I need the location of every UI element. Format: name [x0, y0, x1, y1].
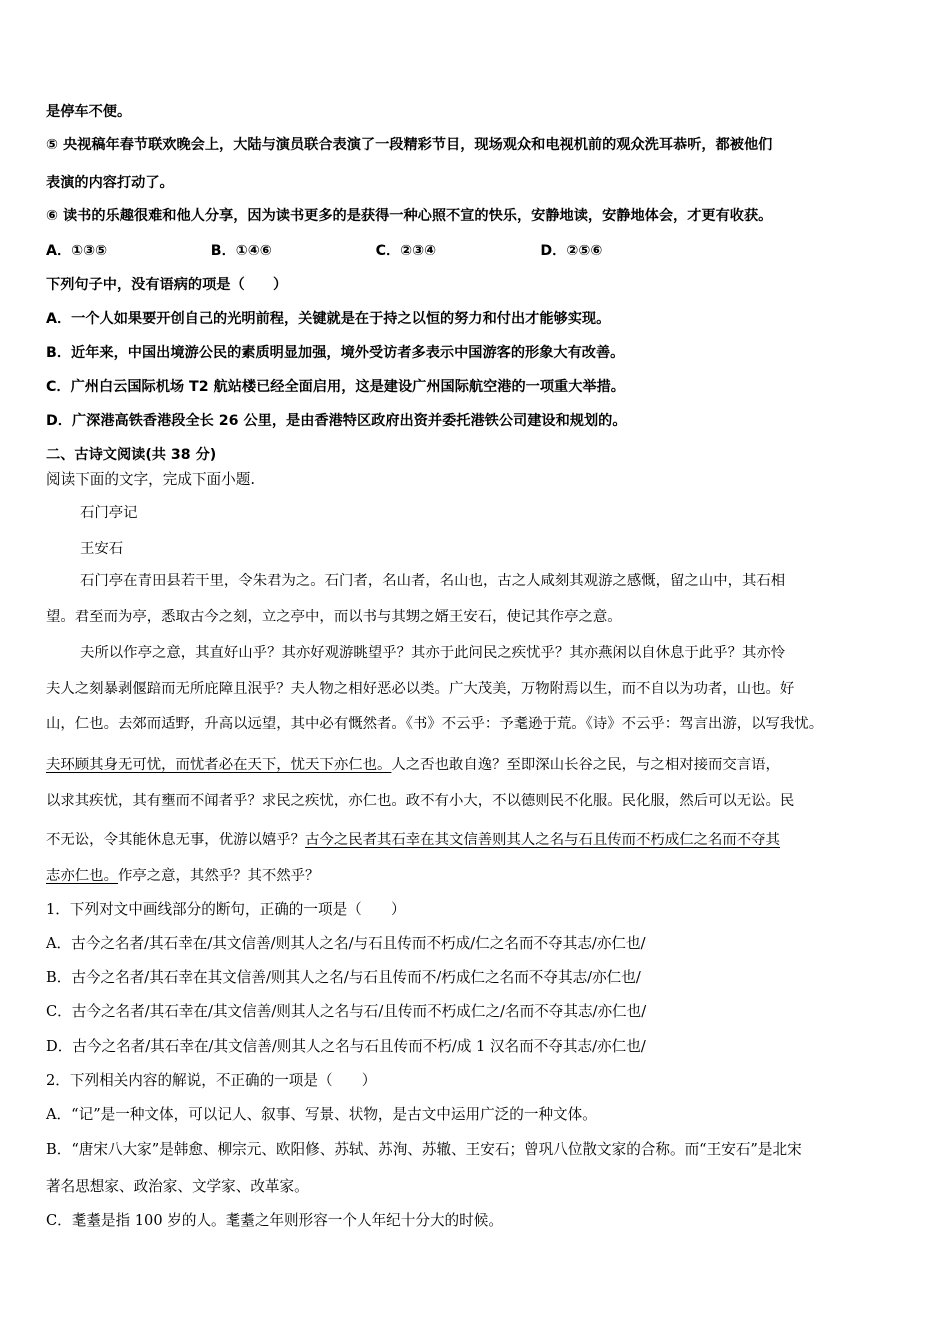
passage-p2-line-7-rest: 作亭之意，其然乎？其不然乎？ — [117, 868, 320, 884]
q2-option-b-line-1[interactable]: B．“唐宋八大家”是韩愈、柳宗元、欧阳修、苏轼、苏洵、苏辙、王安石；曾巩八位散文家的合称。而“王安石”是北宋 — [46, 1141, 802, 1158]
option-c[interactable]: C．②③④ — [375, 243, 437, 259]
sentence-5-line-2: 表演的内容打动了。 — [46, 175, 174, 191]
passage-p2-line-3: 山，仁也。去郊而适野，升高以远望，其中必有慨然者。《书》不云乎：予耄逊于荒。《诗》不云乎：驾言出游，以写我忧。 — [46, 716, 824, 732]
q1-option-a[interactable]: A．古今之名者/其石幸在/其文信善/则其人之名/与石且传而不朽成/仁之名而不夺其志/亦仁也/ — [46, 935, 646, 952]
q1-stem: 1．下列对文中画线部分的断句，正确的一项是（ ） — [46, 901, 406, 918]
q1-option-b[interactable]: B．古今之名者/其石幸在其文信善/则其人之名/与石且传而不/朽成仁之名而不夺其志/亦仁也/ — [46, 969, 641, 986]
q2-stem: 2．下列相关内容的解说，不正确的一项是（ ） — [46, 1072, 377, 1089]
grammar-option-d[interactable]: D．广深港高铁香港段全长 26 公里，是由香港特区政府出资并委托港铁公司建设和规划的。 — [46, 413, 627, 429]
passage-p1-line-1: 石门亭在青田县若干里，令朱君为之。石门者，名山者，名山也，古之人咸刻其观游之感慨，留之山中，其石相 — [80, 573, 786, 589]
option-d[interactable]: D．②⑤⑥ — [540, 243, 603, 259]
q1-option-c[interactable]: C．古今之名者/其石幸在/其文信善/则其人之名与石/且传而不朽成仁之/名而不夺其志/亦仁也/ — [46, 1003, 647, 1020]
option-b[interactable]: B．①④⑥ — [210, 243, 272, 259]
passage-p2-line-7 — [46, 865, 319, 887]
underlined-sentence-2-end: 志亦仁也。 — [46, 868, 118, 884]
underlined-sentence-1: 夫环顾其身无可忧，而忧者必在天下，忧天下亦仁也。 — [46, 757, 392, 773]
q2-option-b-line-2: 著名思想家、政治家、文学家、改革家。 — [46, 1178, 309, 1195]
q2-option-c[interactable]: C．耄耋是指 100 岁的人。耄耋之年则形容一个人年纪十分大的时候。 — [46, 1212, 503, 1229]
passage-p2-line-6 — [46, 829, 780, 851]
option-a[interactable]: A．①③⑤ — [46, 243, 108, 259]
passage-author: 王安石 — [80, 541, 124, 557]
grammar-option-b[interactable]: B．近年来，中国出境游公民的素质明显加强，境外受访者多表示中国游客的形象大有改善。 — [46, 345, 625, 361]
sentence-5-line-1: ⑤ 央视稿年春节联欢晚会上，大陆与演员联合表演了一段精彩节目，现场观众和电视机前的观众洗耳恭听，都被他们 — [46, 137, 773, 153]
grammar-question-stem: 下列句子中，没有语病的项是（ ） — [46, 277, 288, 293]
passage-p1-line-2: 望。君至而为亭，悉取古今之刻，立之亭中，而以书与其甥之婿王安石，使记其作亭之意。 — [46, 609, 622, 625]
passage-p2-line-4-rest: 人之否也敢自逸？至即深山长谷之民，与之相对接而交言语， — [391, 757, 780, 773]
passage-p2-line-2: 夫人之刻暴剥偃踣而无所庇障且泯乎？夫人物之相好恶必以类。广大茂美，万物附焉以生，而不自以为功者，山也。好 — [46, 681, 795, 697]
passage-title: 石门亭记 — [80, 505, 138, 521]
prev-question-tail: 是停车不便。 — [46, 104, 132, 120]
passage-p2-line-1: 夫所以作亭之意，其直好山乎？其亦好观游眺望乎？其亦于此问民之疾忧乎？其亦燕闲以自休息于此乎？其亦怜 — [80, 645, 786, 661]
prev-question-options — [46, 240, 905, 262]
grammar-option-c[interactable]: C．广州白云国际机场 T2 航站楼已经全面启用，这是建设广州国际航空港的一项重大举措。 — [46, 379, 625, 395]
section-heading: 二、古诗文阅读(共 38 分) — [46, 447, 217, 463]
q2-option-a[interactable]: A．“记”是一种文体，可以记人、叙事、写景、状物，是古文中运用广泛的一种文体。 — [46, 1106, 597, 1123]
grammar-option-a[interactable]: A．一个人如果要开创自己的光明前程，关键就是在于持之以恒的努力和付出才能够实现。 — [46, 311, 611, 327]
passage-p2-line-5: 以求其疾忧，其有壅而不闻者乎？求民之疾忧，亦仁也。政不有小大，不以德则民不化服。民化服，然后可以无讼。民 — [46, 793, 795, 809]
underlined-sentence-2: 古今之民者其石幸在其文信善则其人之名与石且传而不朽成仁之名而不夺其 — [305, 832, 780, 848]
sentence-6: ⑥ 读书的乐趣很难和他人分享，因为读书更多的是获得一种心照不宣的快乐，安静地读，安静地体会，才更有收获。 — [46, 208, 773, 224]
passage-p2-line-4 — [46, 754, 780, 776]
q1-option-d[interactable]: D．古今之名者/其石幸在/其文信善/则其人之名与石且传而不朽/成 1 汉名而不夺其志/亦仁也/ — [46, 1038, 646, 1055]
reading-instruction: 阅读下面的文字，完成下面小题. — [46, 471, 255, 488]
passage-p2-line-6-start: 不无讼，令其能休息无事，优游以嬉乎？ — [46, 832, 306, 848]
